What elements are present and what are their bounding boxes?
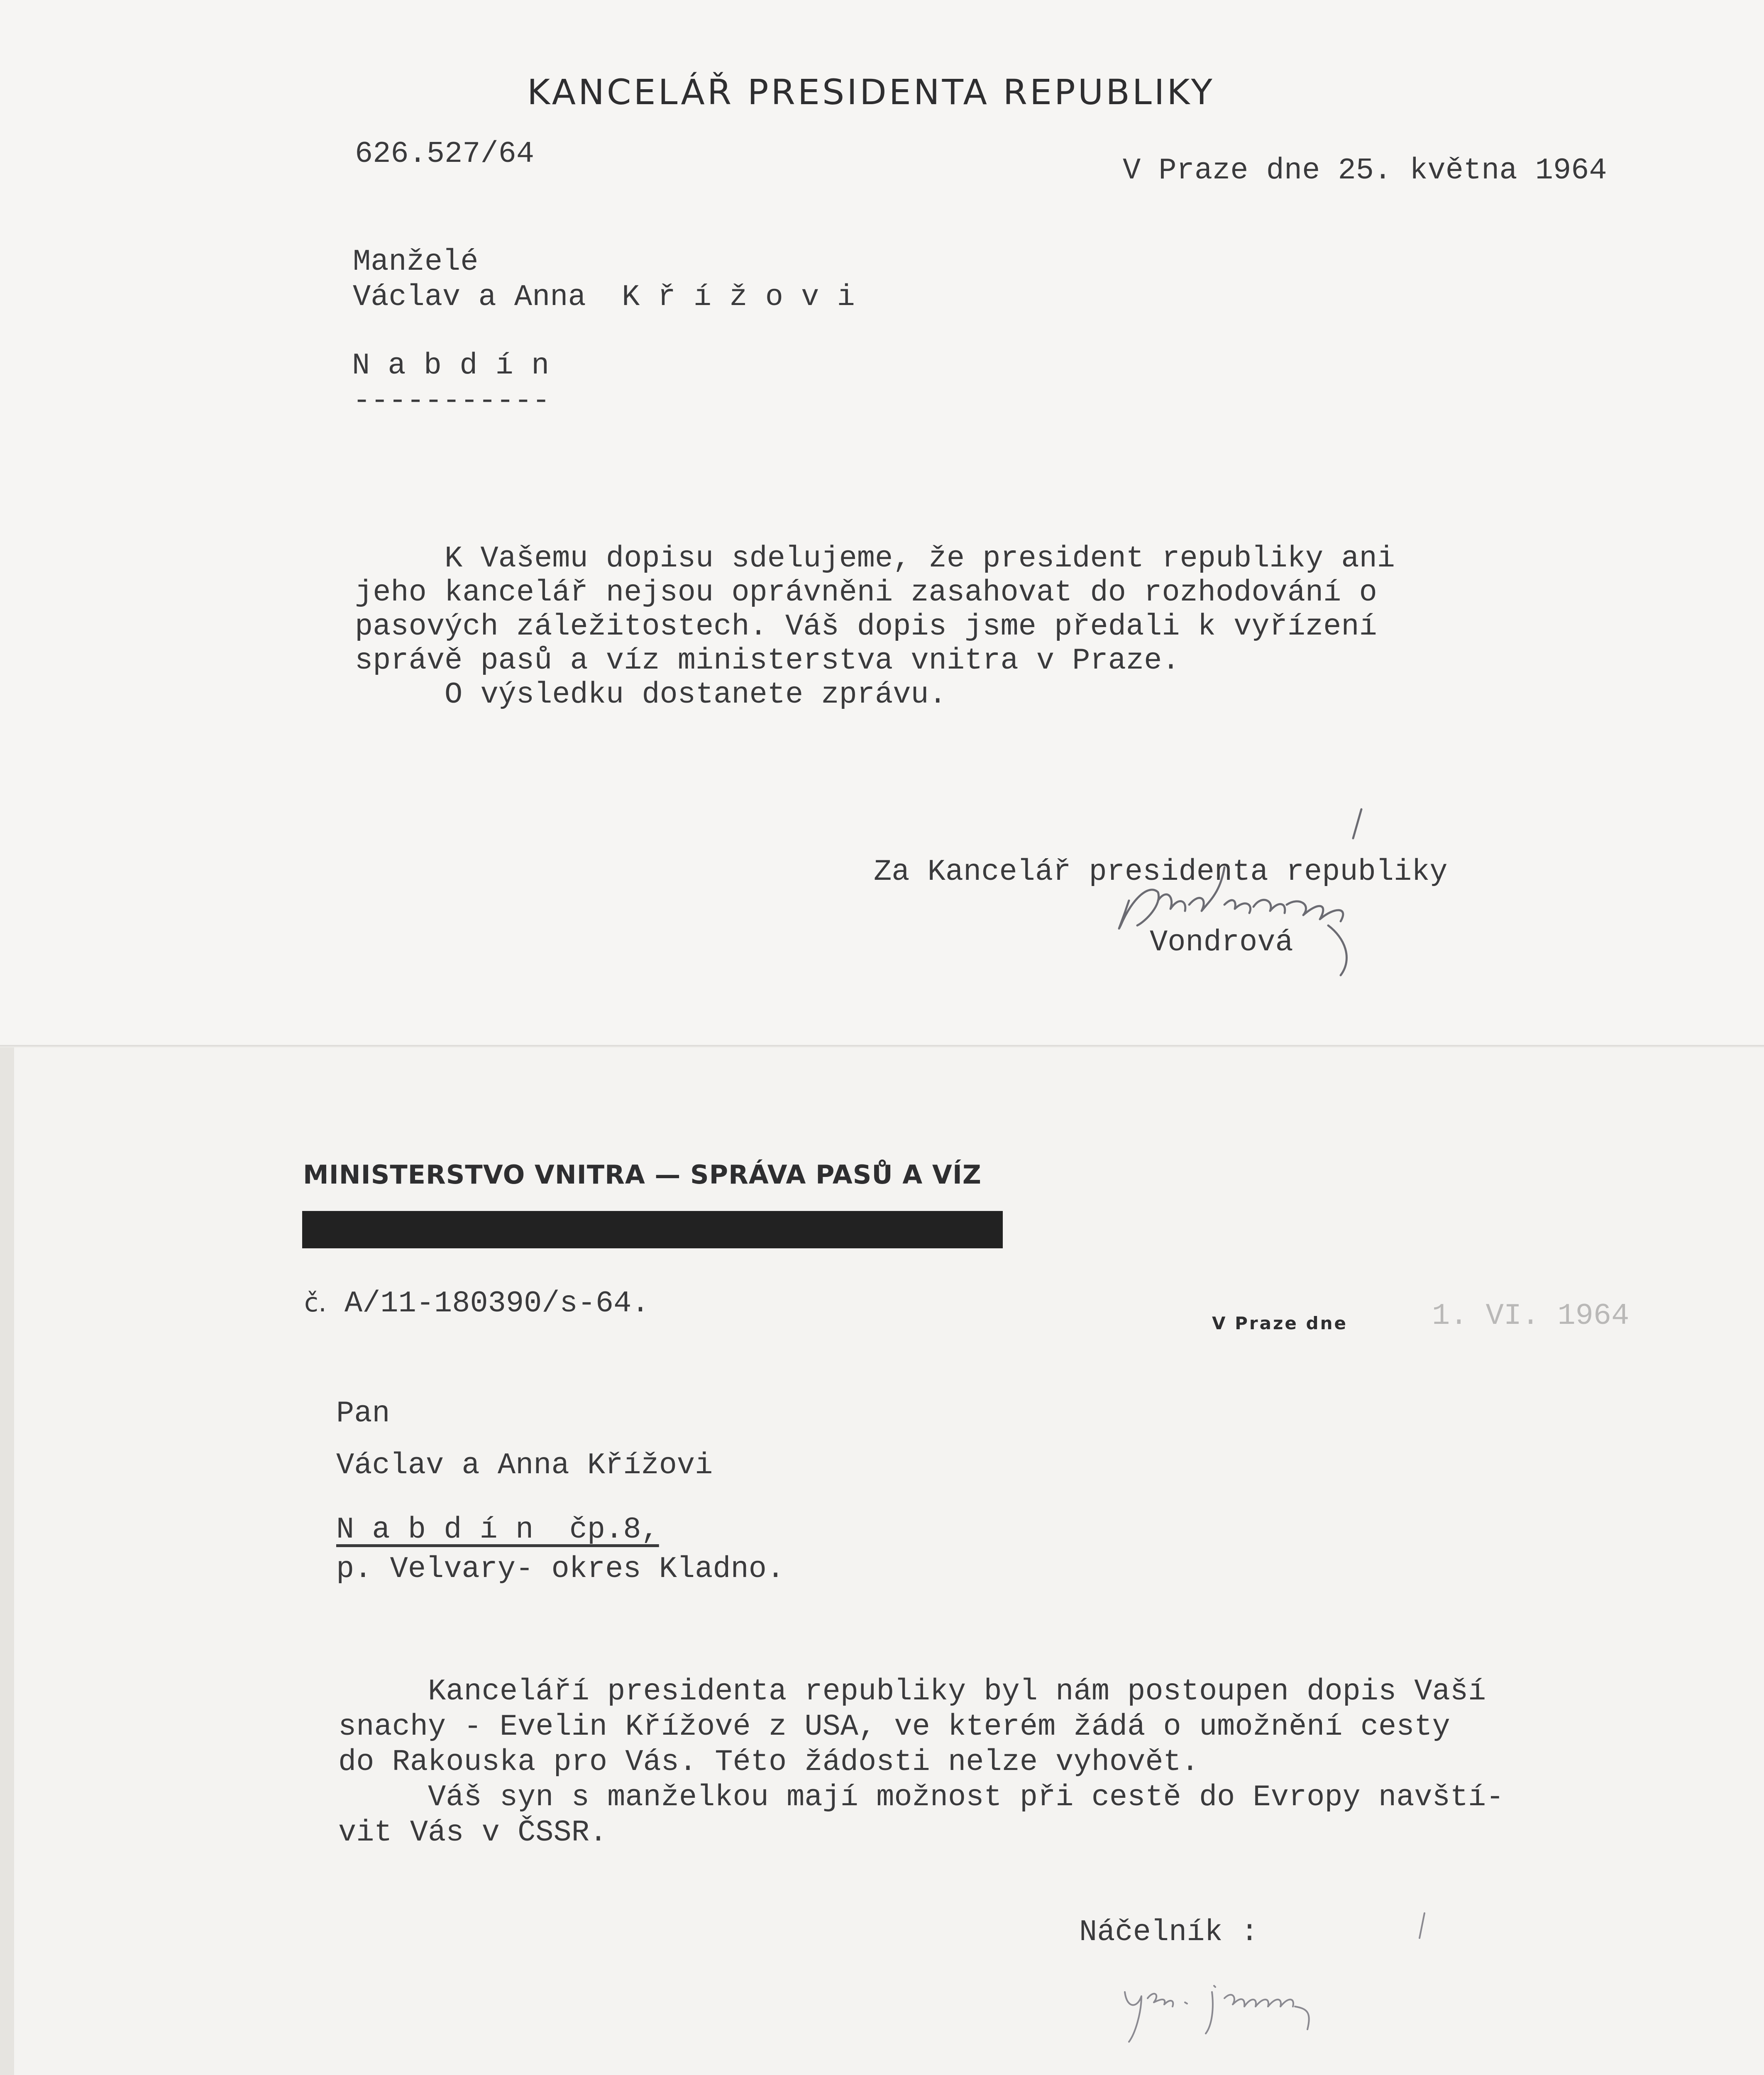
date-stamp: 1. VI. 1964 xyxy=(1432,1299,1630,1333)
addressee-town: N a b d í n čp.8, xyxy=(336,1513,659,1547)
signatory-title: Náčelník : xyxy=(1079,1915,1259,1949)
body-line: správě pasů a víz ministerstva vnitra v Praze. xyxy=(355,644,1180,678)
addressee-line: Pan xyxy=(336,1396,390,1431)
redaction-bar xyxy=(302,1211,1003,1248)
signature-line: Za Kancelář presidenta republiky xyxy=(874,855,1448,889)
body-line: jeho kancelář nejsou oprávněni zasahovat do rozhodování o xyxy=(355,576,1377,610)
letterhead-ministry: MINISTERSTVO VNITRA — SPRÁVA PASŮ A VÍZ xyxy=(303,1160,982,1190)
body-line: Váš syn s manželkou mají možnost při cestě do Evropy navští- xyxy=(338,1780,1504,1814)
body-line: O výsledku dostanete zprávu. xyxy=(355,678,947,712)
handwritten-signature-chief xyxy=(1112,1909,1453,2046)
reference-number: 626.527/64 xyxy=(355,137,535,171)
paper-edge xyxy=(0,1047,14,2075)
addressee-line: Manželé xyxy=(353,245,479,279)
body-line: do Rakouska pro Vás. Této žádosti nelze vyhovět. xyxy=(338,1745,1199,1779)
body-line: Kanceláří presidenta republiky byl nám postoupen dopis Vaší xyxy=(338,1675,1486,1709)
addressee-town: N a b d í n xyxy=(352,349,550,383)
reference-prefix: č. xyxy=(304,1287,327,1318)
body-line: snachy - Evelin Křížové z USA, ve kterém žádá o umožnění cesty xyxy=(338,1710,1450,1744)
reference-number: A/11-180390/s-64. xyxy=(344,1286,650,1321)
signatory-name: Vondrová xyxy=(1150,925,1293,959)
addressee-names: Václav a Anna K ř í ž o v i xyxy=(353,280,855,314)
letter-date: V Praze dne 25. května 1964 xyxy=(1123,154,1607,188)
letterhead-presidential-office: KANCELÁŘ PRESIDENTA REPUBLIKY xyxy=(527,72,1215,112)
town-underline: ----------- xyxy=(353,384,550,418)
body-line: pasových záležitostech. Váš dopis jsme předali k vyřízení xyxy=(355,610,1377,644)
page-fold xyxy=(0,1045,1764,1047)
body-line: K Vašemu dopisu sdelujeme, že president republiky ani xyxy=(355,542,1395,576)
body-line: vit Vás v ČSSR. xyxy=(338,1816,608,1850)
ministry-reference xyxy=(304,1286,650,1321)
addressee-district: p. Velvary- okres Kladno. xyxy=(336,1552,785,1586)
addressee-names: Václav a Anna Křížovi xyxy=(336,1448,713,1482)
date-label: V Praze dne xyxy=(1212,1313,1348,1333)
